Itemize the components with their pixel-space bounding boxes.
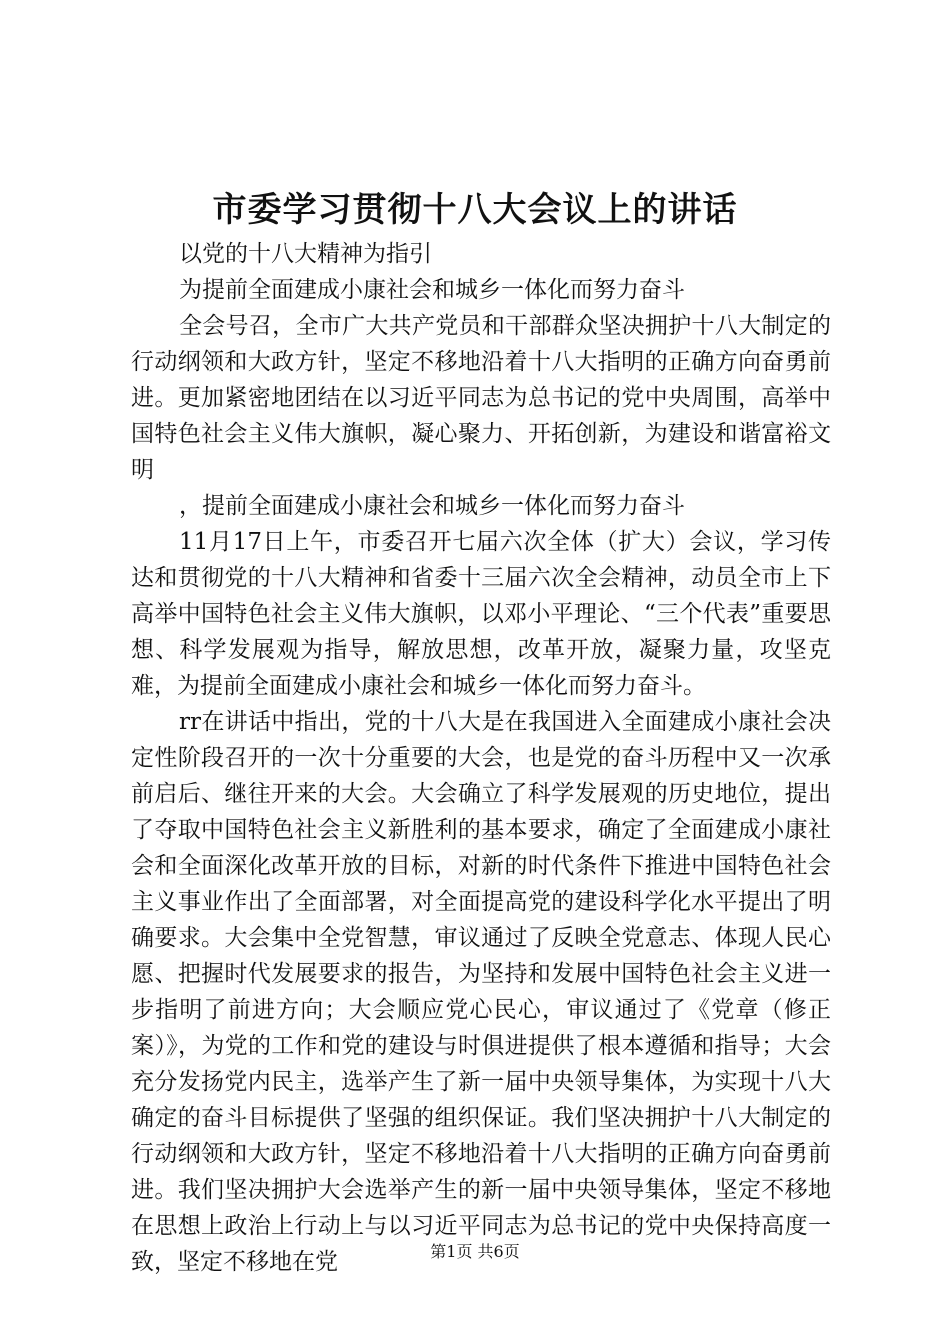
paragraph: 11月17日上午，市委召开七届六次全体（扩大）会议，学习传达和贯彻党的十八大精神和省委十三届六次全会精神，动员全市上下高举中国特色社会主义伟大旗帜，以邓小平理论、“三个代表”重要思想、科学发展观为指导，解放思想，改革开放，凝聚力量，攻坚克难，为提前全面建成小康社会和城乡一体化而努力奋斗。 [131,529,831,699]
page-number-footer: 第1页 共6页 [430,1242,520,1261]
paragraph: ，提前全面建成小康社会和城乡一体化而努力奋斗 [179,493,685,519]
paragraph: 以党的十八大精神为指引 [179,241,432,267]
document-body [131,236,831,1280]
document-title: 市委学习贯彻十八大会议上的讲话 [212,190,738,230]
paragraph: rr在讲话中指出，党的十八大是在我国进入全面建成小康社会决定性阶段召开的一次十分重要的大会，也是党的奋斗历程中又一次承前启后、继往开来的大会。大会确立了科学发展观的历史地位，提出了夺取中国特色社会主义新胜利的基本要求，确定了全面建成小康社会和全面深化改革开放的目标，对新的时代条件下推进中国特色社会主义事业作出了全面部署，对全面提高党的建设科学化水平提出了明确要求。大会集中全党智慧，审议通过了反映全党意志、体现人民心愿、把握时代发展要求的报告，为坚持和发展中国特色社会主义进一步指明了前进方向；大会顺应党心民心，审议通过了《党章（修正案）》，为党的工作和党的建设与时俱进提供了根本遵循和指导；大会充分发扬党内民主，选举产生了新一届中央领导集体，为实现十八大确定的奋斗目标提供了坚强的组织保证。我们坚决拥护十八大制定的行动纲领和大政方针，坚定不移地沿着十八大指明的正确方向奋勇前进。我们坚决拥护大会选举产生的新一届中央领导集体，坚定不移地在思想上政治上行动上与以习近平同志为总书记的党中央保持高度一致，坚定不移地在党 [131,709,831,1275]
paragraph: 全会号召，全市广大共产党员和干部群众坚决拥护十八大制定的行动纲领和大政方针，坚定不移地沿着十八大指明的正确方向奋勇前进。更加紧密地团结在以习近平同志为总书记的党中央周围，高举中国特色社会主义伟大旗帜，凝心聚力、开拓创新，为建设和谐富裕文明 [131,313,831,483]
paragraph: 为提前全面建成小康社会和城乡一体化而努力奋斗 [179,277,685,303]
